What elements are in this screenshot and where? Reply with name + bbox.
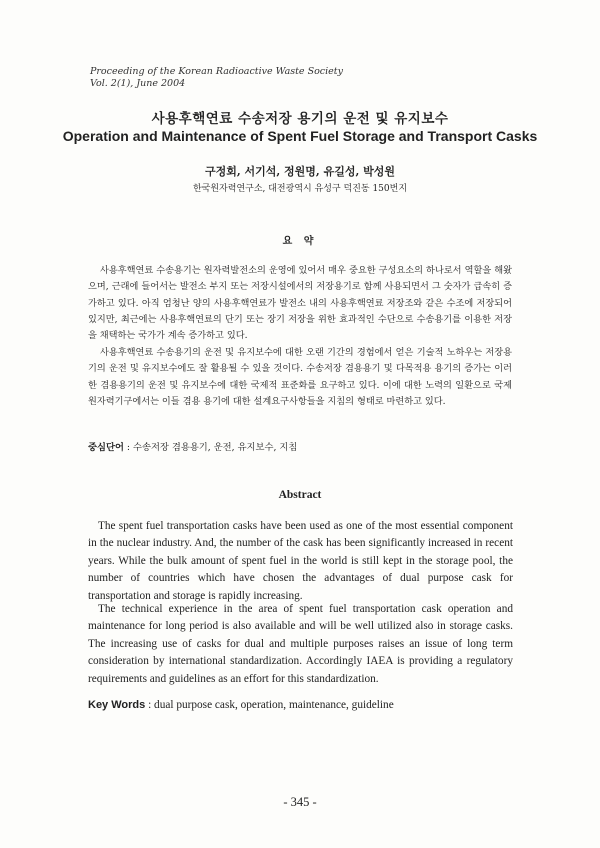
keywords-ko-list: : 수송저장 겸용용기, 운전, 유지보수, 지침	[123, 442, 298, 453]
abstract-en-paragraph: The spent fuel transportation casks have been used as one of the most essential component in the nuclear industry. And, the number of the cask has been significantly increased in recent years. While the bulk amount of spent fuel in the world is still kept in the storage pool, the number of countries which have chosen the advantages of dual purpose cask for transportation and storage is rapidly increasing.	[88, 520, 513, 602]
journal-volume: Vol. 2(1), June 2004	[90, 78, 186, 89]
page-number: - 345 -	[283, 795, 317, 809]
journal-header	[90, 66, 343, 90]
authors: 구정회, 서기석, 정원명, 유길성, 박성원	[204, 165, 396, 178]
abstract-ko-heading: 요 약	[282, 236, 318, 247]
abstract-en-paragraph: The technical experience in the area of spent fuel transportation cask operation and maintenance for long period is also available and will be well utilized also in storage casks. The increasing use of casks for dual and multiple purposes raises an issue of long term consideration by international standardization. Accordingly IAEA is providing a regulatory requirements and guidelines as an effort for this standardization.	[88, 603, 513, 685]
keywords-ko-label: 중심단어	[88, 442, 124, 453]
affiliation: 한국원자력연구소, 대전광역시 유성구 덕진동 150번지	[192, 184, 408, 194]
keywords-en-list: : dual purpose cask, operation, maintenance, guideline	[145, 699, 394, 711]
keywords-en	[88, 699, 394, 711]
title-korean: 사용후핵연료 수송저장 용기의 운전 및 유지보수	[151, 111, 449, 127]
title-english: Operation and Maintenance of Spent Fuel Storage and Transport Casks	[62, 128, 538, 144]
keywords-ko	[88, 439, 297, 453]
keywords-en-label: Key Words	[88, 699, 146, 711]
abstract-ko-paragraph: 사용후핵연료 수송용기의 운전 및 유지보수에 대한 오랜 기간의 경험에서 얻은 기술적 노하우는 저장용기의 운전 및 유지보수에도 잘 활용될 수 있을 것이다. 수송저장 겸용용기 및 다목적용 용기의 증가는 이러한 겸용용기의 운전 및 유지보수에 대한 국제적 표준화를 요구하고 있다. 이에 대한 노력의 일환으로 국제원자력기구에서는 이들 겸용 용기에 대한 설계요구사항들을 지침의 형태로 마련하고 있다.	[88, 347, 512, 407]
journal-name: Proceeding of the Korean Radioactive Waste Society	[90, 66, 343, 77]
abstract-ko-paragraph: 사용후핵연료 수송용기는 원자력발전소의 운영에 있어서 매우 중요한 구성요소의 하나로서 역할을 해왔으며, 근래에 들어서는 발전소 부지 또는 저장시설에서의 저장용기로 함께 사용되면서 그 숫자가 급속히 증가하고 있다. 아직 엄청난 양의 사용후핵연료가 발전소 내의 사용후핵연료 저장조와 같은 수조에 저장되어 있지만, 최근에는 사용후핵연료의 단기 또는 장기 저장을 위한 효과적인 수단으로 수송용기를 이용한 저장을 채택하는 국가가 계속 증가하고 있다.	[88, 265, 512, 342]
abstract-en-heading: Abstract	[278, 489, 322, 501]
